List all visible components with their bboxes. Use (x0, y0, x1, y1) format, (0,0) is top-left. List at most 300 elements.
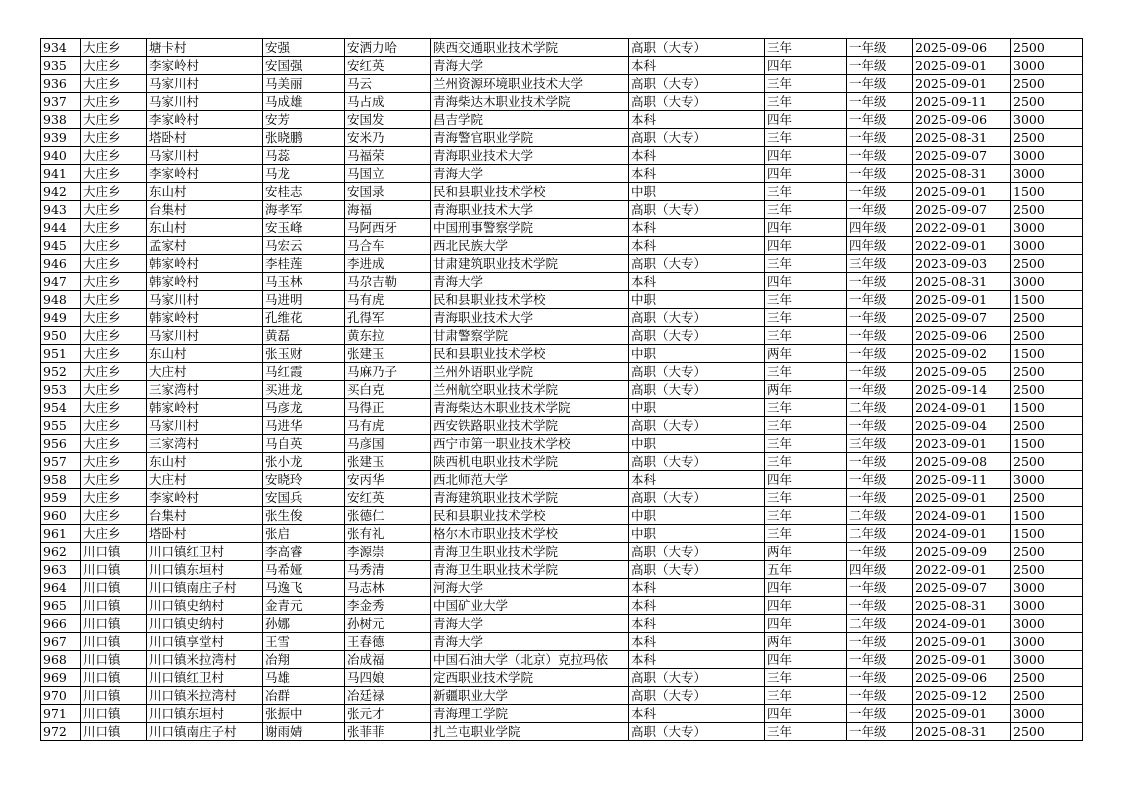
table-row (41, 561, 1083, 579)
guardian-name-cell: 王春德 (345, 633, 431, 651)
school-cell: 民和县职业技术学校 (431, 345, 629, 363)
grade-cell: 一年级 (847, 579, 913, 597)
school-cell: 西北师范大学 (431, 471, 629, 489)
enrollment-date-cell: 2025-09-01 (913, 75, 1011, 93)
row-number-cell: 972 (41, 723, 81, 741)
village-cell: 马家川村 (147, 291, 263, 309)
school-cell: 青海警官职业学院 (431, 129, 629, 147)
enrollment-date-cell: 2025-09-07 (913, 201, 1011, 219)
education-level-cell: 高职（大专） (629, 417, 765, 435)
grade-cell: 一年级 (847, 633, 913, 651)
education-level-cell: 本科 (629, 633, 765, 651)
student-name-cell: 李桂莲 (263, 255, 345, 273)
education-level-cell: 高职（大专） (629, 39, 765, 57)
table-row (41, 651, 1083, 669)
enrollment-date-cell: 2025-09-12 (913, 687, 1011, 705)
education-level-cell: 高职（大专） (629, 543, 765, 561)
enrollment-date-cell: 2025-09-01 (913, 183, 1011, 201)
table-row (41, 75, 1083, 93)
village-cell: 川口镇史纳村 (147, 597, 263, 615)
duration-cell: 三年 (765, 309, 847, 327)
grade-cell: 一年级 (847, 309, 913, 327)
education-level-cell: 高职（大专） (629, 723, 765, 741)
guardian-name-cell: 马秀清 (345, 561, 431, 579)
amount-cell: 2500 (1011, 381, 1083, 399)
school-cell: 西宁市第一职业技术学校 (431, 435, 629, 453)
school-cell: 青海职业技术大学 (431, 309, 629, 327)
row-number-cell: 946 (41, 255, 81, 273)
duration-cell: 两年 (765, 345, 847, 363)
grade-cell: 一年级 (847, 543, 913, 561)
guardian-name-cell: 安丙华 (345, 471, 431, 489)
table-row (41, 669, 1083, 687)
row-number-cell: 960 (41, 507, 81, 525)
student-name-cell: 马彦龙 (263, 399, 345, 417)
township-cell: 大庄乡 (81, 507, 147, 525)
education-level-cell: 高职（大专） (629, 561, 765, 579)
grade-cell: 一年级 (847, 651, 913, 669)
township-cell: 大庄乡 (81, 111, 147, 129)
village-cell: 马家川村 (147, 75, 263, 93)
township-cell: 大庄乡 (81, 183, 147, 201)
guardian-name-cell: 冶廷禄 (345, 687, 431, 705)
education-level-cell: 本科 (629, 579, 765, 597)
grade-cell: 二年级 (847, 525, 913, 543)
table-row (41, 345, 1083, 363)
duration-cell: 三年 (765, 489, 847, 507)
village-cell: 马家川村 (147, 147, 263, 165)
guardian-name-cell: 买白克 (345, 381, 431, 399)
village-cell: 塔卧村 (147, 525, 263, 543)
amount-cell: 2500 (1011, 543, 1083, 561)
student-name-cell: 王雪 (263, 633, 345, 651)
student-name-cell: 张启 (263, 525, 345, 543)
township-cell: 大庄乡 (81, 453, 147, 471)
guardian-name-cell: 张建玉 (345, 453, 431, 471)
student-name-cell: 马宏云 (263, 237, 345, 255)
duration-cell: 三年 (765, 93, 847, 111)
student-name-cell: 张晓鹏 (263, 129, 345, 147)
duration-cell: 三年 (765, 363, 847, 381)
enrollment-date-cell: 2025-08-31 (913, 129, 1011, 147)
school-cell: 西安铁路职业技术学院 (431, 417, 629, 435)
education-level-cell: 高职（大专） (629, 201, 765, 219)
township-cell: 大庄乡 (81, 147, 147, 165)
amount-cell: 3000 (1011, 705, 1083, 723)
row-number-cell: 941 (41, 165, 81, 183)
row-number-cell: 938 (41, 111, 81, 129)
table-row (41, 93, 1083, 111)
row-number-cell: 954 (41, 399, 81, 417)
guardian-name-cell: 马有虎 (345, 417, 431, 435)
education-level-cell: 本科 (629, 219, 765, 237)
table-row (41, 309, 1083, 327)
student-name-cell: 黄磊 (263, 327, 345, 345)
student-name-cell: 安国兵 (263, 489, 345, 507)
table-row (41, 525, 1083, 543)
grade-cell: 四年级 (847, 219, 913, 237)
row-number-cell: 934 (41, 39, 81, 57)
township-cell: 大庄乡 (81, 345, 147, 363)
student-name-cell: 马红霞 (263, 363, 345, 381)
duration-cell: 三年 (765, 39, 847, 57)
school-cell: 青海柴达木职业技术学院 (431, 93, 629, 111)
amount-cell: 2500 (1011, 93, 1083, 111)
amount-cell: 2500 (1011, 723, 1083, 741)
guardian-name-cell: 马有虎 (345, 291, 431, 309)
enrollment-date-cell: 2025-08-31 (913, 597, 1011, 615)
village-cell: 台集村 (147, 507, 263, 525)
row-number-cell: 949 (41, 309, 81, 327)
school-cell: 陕西交通职业技术学院 (431, 39, 629, 57)
township-cell: 大庄乡 (81, 435, 147, 453)
grade-cell: 一年级 (847, 723, 913, 741)
village-cell: 马家川村 (147, 93, 263, 111)
grade-cell: 一年级 (847, 597, 913, 615)
student-name-cell: 安玉峰 (263, 219, 345, 237)
row-number-cell: 963 (41, 561, 81, 579)
duration-cell: 四年 (765, 579, 847, 597)
education-level-cell: 本科 (629, 597, 765, 615)
education-level-cell: 中职 (629, 345, 765, 363)
student-name-cell: 安芳 (263, 111, 345, 129)
duration-cell: 三年 (765, 255, 847, 273)
school-cell: 兰州外语职业学院 (431, 363, 629, 381)
row-number-cell: 935 (41, 57, 81, 75)
row-number-cell: 965 (41, 597, 81, 615)
enrollment-date-cell: 2025-09-01 (913, 489, 1011, 507)
row-number-cell: 944 (41, 219, 81, 237)
grade-cell: 一年级 (847, 363, 913, 381)
guardian-name-cell: 黄东拉 (345, 327, 431, 345)
enrollment-date-cell: 2025-09-14 (913, 381, 1011, 399)
village-cell: 李家岭村 (147, 165, 263, 183)
table-row (41, 417, 1083, 435)
row-number-cell: 945 (41, 237, 81, 255)
township-cell: 大庄乡 (81, 165, 147, 183)
enrollment-date-cell: 2025-09-09 (913, 543, 1011, 561)
guardian-name-cell: 张有礼 (345, 525, 431, 543)
school-cell: 昌吉学院 (431, 111, 629, 129)
student-name-cell: 马雄 (263, 669, 345, 687)
school-cell: 格尔木市职业技术学校 (431, 525, 629, 543)
row-number-cell: 952 (41, 363, 81, 381)
village-cell: 三家湾村 (147, 435, 263, 453)
village-cell: 塔卧村 (147, 129, 263, 147)
enrollment-date-cell: 2025-09-01 (913, 57, 1011, 75)
row-number-cell: 962 (41, 543, 81, 561)
guardian-name-cell: 孔得军 (345, 309, 431, 327)
student-name-cell: 张玉财 (263, 345, 345, 363)
duration-cell: 三年 (765, 525, 847, 543)
village-cell: 韩家岭村 (147, 255, 263, 273)
education-level-cell: 高职（大专） (629, 453, 765, 471)
school-cell: 青海卫生职业技术学院 (431, 561, 629, 579)
amount-cell: 1500 (1011, 345, 1083, 363)
township-cell: 川口镇 (81, 633, 147, 651)
township-cell: 大庄乡 (81, 327, 147, 345)
school-cell: 定西职业技术学院 (431, 669, 629, 687)
school-cell: 河海大学 (431, 579, 629, 597)
enrollment-date-cell: 2025-08-31 (913, 273, 1011, 291)
amount-cell: 2500 (1011, 129, 1083, 147)
guardian-name-cell: 马四娘 (345, 669, 431, 687)
duration-cell: 四年 (765, 57, 847, 75)
amount-cell: 3000 (1011, 165, 1083, 183)
table-row (41, 579, 1083, 597)
education-level-cell: 中职 (629, 525, 765, 543)
student-name-cell: 马自英 (263, 435, 345, 453)
duration-cell: 三年 (765, 507, 847, 525)
student-name-cell: 张振中 (263, 705, 345, 723)
duration-cell: 三年 (765, 399, 847, 417)
table-row (41, 453, 1083, 471)
education-level-cell: 本科 (629, 705, 765, 723)
grade-cell: 一年级 (847, 75, 913, 93)
enrollment-date-cell: 2024-09-01 (913, 399, 1011, 417)
grade-cell: 一年级 (847, 489, 913, 507)
amount-cell: 2500 (1011, 417, 1083, 435)
township-cell: 川口镇 (81, 669, 147, 687)
student-name-cell: 马玉林 (263, 273, 345, 291)
amount-cell: 2500 (1011, 453, 1083, 471)
village-cell: 川口镇东垣村 (147, 561, 263, 579)
amount-cell: 2500 (1011, 489, 1083, 507)
student-name-cell: 李高睿 (263, 543, 345, 561)
student-name-cell: 买进龙 (263, 381, 345, 399)
table-row (41, 201, 1083, 219)
table-row (41, 705, 1083, 723)
grade-cell: 二年级 (847, 399, 913, 417)
guardian-name-cell: 安米乃 (345, 129, 431, 147)
amount-cell: 3000 (1011, 57, 1083, 75)
student-aid-table (40, 38, 1083, 741)
duration-cell: 四年 (765, 111, 847, 129)
education-level-cell: 本科 (629, 57, 765, 75)
township-cell: 大庄乡 (81, 201, 147, 219)
school-cell: 民和县职业技术学校 (431, 183, 629, 201)
row-number-cell: 948 (41, 291, 81, 309)
village-cell: 川口镇南庄子村 (147, 723, 263, 741)
duration-cell: 两年 (765, 633, 847, 651)
table-row (41, 39, 1083, 57)
enrollment-date-cell: 2023-09-03 (913, 255, 1011, 273)
grade-cell: 二年级 (847, 615, 913, 633)
village-cell: 川口镇南庄子村 (147, 579, 263, 597)
grade-cell: 一年级 (847, 291, 913, 309)
grade-cell: 一年级 (847, 111, 913, 129)
school-cell: 民和县职业技术学校 (431, 507, 629, 525)
guardian-name-cell: 张建玉 (345, 345, 431, 363)
enrollment-date-cell: 2022-09-01 (913, 561, 1011, 579)
education-level-cell: 高职（大专） (629, 381, 765, 399)
grade-cell: 一年级 (847, 201, 913, 219)
amount-cell: 3000 (1011, 615, 1083, 633)
township-cell: 大庄乡 (81, 93, 147, 111)
education-level-cell: 高职（大专） (629, 93, 765, 111)
education-level-cell: 本科 (629, 165, 765, 183)
village-cell: 马家川村 (147, 327, 263, 345)
amount-cell: 3000 (1011, 111, 1083, 129)
table-row (41, 165, 1083, 183)
education-level-cell: 高职（大专） (629, 363, 765, 381)
grade-cell: 一年级 (847, 705, 913, 723)
village-cell: 川口镇红卫村 (147, 669, 263, 687)
duration-cell: 四年 (765, 615, 847, 633)
education-level-cell: 中职 (629, 183, 765, 201)
duration-cell: 两年 (765, 381, 847, 399)
table-row (41, 129, 1083, 147)
row-number-cell: 966 (41, 615, 81, 633)
duration-cell: 四年 (765, 273, 847, 291)
village-cell: 东山村 (147, 183, 263, 201)
row-number-cell: 947 (41, 273, 81, 291)
village-cell: 李家岭村 (147, 489, 263, 507)
student-name-cell: 马希娅 (263, 561, 345, 579)
row-number-cell: 958 (41, 471, 81, 489)
guardian-name-cell: 马占成 (345, 93, 431, 111)
school-cell: 民和县职业技术学校 (431, 291, 629, 309)
amount-cell: 3000 (1011, 219, 1083, 237)
village-cell: 塘卡村 (147, 39, 263, 57)
amount-cell: 1500 (1011, 507, 1083, 525)
township-cell: 大庄乡 (81, 399, 147, 417)
amount-cell: 2500 (1011, 309, 1083, 327)
enrollment-date-cell: 2024-09-01 (913, 507, 1011, 525)
education-level-cell: 本科 (629, 111, 765, 129)
row-number-cell: 950 (41, 327, 81, 345)
education-level-cell: 高职（大专） (629, 669, 765, 687)
village-cell: 孟家村 (147, 237, 263, 255)
student-name-cell: 安强 (263, 39, 345, 57)
duration-cell: 四年 (765, 597, 847, 615)
village-cell: 台集村 (147, 201, 263, 219)
row-number-cell: 942 (41, 183, 81, 201)
table-row (41, 273, 1083, 291)
education-level-cell: 本科 (629, 273, 765, 291)
student-name-cell: 谢雨婧 (263, 723, 345, 741)
school-cell: 中国刑事警察学院 (431, 219, 629, 237)
amount-cell: 3000 (1011, 237, 1083, 255)
township-cell: 大庄乡 (81, 57, 147, 75)
grade-cell: 一年级 (847, 669, 913, 687)
amount-cell: 3000 (1011, 273, 1083, 291)
guardian-name-cell: 张德仁 (345, 507, 431, 525)
guardian-name-cell: 马国立 (345, 165, 431, 183)
enrollment-date-cell: 2022-09-01 (913, 237, 1011, 255)
grade-cell: 一年级 (847, 381, 913, 399)
enrollment-date-cell: 2025-09-06 (913, 111, 1011, 129)
table-row (41, 471, 1083, 489)
education-level-cell: 高职（大专） (629, 327, 765, 345)
row-number-cell: 969 (41, 669, 81, 687)
table-row (41, 597, 1083, 615)
row-number-cell: 957 (41, 453, 81, 471)
student-name-cell: 金青元 (263, 597, 345, 615)
township-cell: 大庄乡 (81, 417, 147, 435)
amount-cell: 3000 (1011, 471, 1083, 489)
duration-cell: 四年 (765, 237, 847, 255)
duration-cell: 四年 (765, 165, 847, 183)
duration-cell: 三年 (765, 201, 847, 219)
grade-cell: 一年级 (847, 165, 913, 183)
amount-cell: 2500 (1011, 255, 1083, 273)
education-level-cell: 高职（大专） (629, 255, 765, 273)
table-body (41, 39, 1083, 741)
table-row (41, 219, 1083, 237)
duration-cell: 五年 (765, 561, 847, 579)
school-cell: 青海大学 (431, 57, 629, 75)
enrollment-date-cell: 2025-09-01 (913, 291, 1011, 309)
village-cell: 韩家岭村 (147, 309, 263, 327)
table-row (41, 183, 1083, 201)
row-number-cell: 943 (41, 201, 81, 219)
amount-cell: 2500 (1011, 363, 1083, 381)
township-cell: 川口镇 (81, 543, 147, 561)
township-cell: 大庄乡 (81, 39, 147, 57)
student-name-cell: 冶翔 (263, 651, 345, 669)
township-cell: 大庄乡 (81, 129, 147, 147)
village-cell: 川口镇东垣村 (147, 705, 263, 723)
grade-cell: 一年级 (847, 39, 913, 57)
row-number-cell: 951 (41, 345, 81, 363)
amount-cell: 3000 (1011, 147, 1083, 165)
amount-cell: 2500 (1011, 201, 1083, 219)
duration-cell: 四年 (765, 219, 847, 237)
guardian-name-cell: 安红英 (345, 489, 431, 507)
township-cell: 川口镇 (81, 687, 147, 705)
township-cell: 大庄乡 (81, 273, 147, 291)
student-name-cell: 安国强 (263, 57, 345, 75)
enrollment-date-cell: 2023-09-01 (913, 435, 1011, 453)
school-cell: 青海职业技术大学 (431, 201, 629, 219)
student-name-cell: 安桂志 (263, 183, 345, 201)
guardian-name-cell: 马合车 (345, 237, 431, 255)
table-row (41, 147, 1083, 165)
student-name-cell: 马龙 (263, 165, 345, 183)
table-row (41, 237, 1083, 255)
school-cell: 兰州资源环境职业技术大学 (431, 75, 629, 93)
enrollment-date-cell: 2025-09-01 (913, 705, 1011, 723)
township-cell: 川口镇 (81, 723, 147, 741)
school-cell: 青海职业技术大学 (431, 147, 629, 165)
village-cell: 东山村 (147, 219, 263, 237)
enrollment-date-cell: 2025-09-01 (913, 633, 1011, 651)
student-name-cell: 张生俊 (263, 507, 345, 525)
grade-cell: 三年级 (847, 255, 913, 273)
education-level-cell: 高职（大专） (629, 309, 765, 327)
education-level-cell: 高职（大专） (629, 75, 765, 93)
guardian-name-cell: 李金秀 (345, 597, 431, 615)
enrollment-date-cell: 2025-09-06 (913, 327, 1011, 345)
village-cell: 川口镇史纳村 (147, 615, 263, 633)
education-level-cell: 中职 (629, 435, 765, 453)
township-cell: 大庄乡 (81, 525, 147, 543)
student-name-cell: 冶群 (263, 687, 345, 705)
duration-cell: 三年 (765, 669, 847, 687)
township-cell: 大庄乡 (81, 75, 147, 93)
row-number-cell: 959 (41, 489, 81, 507)
table-row (41, 381, 1083, 399)
grade-cell: 二年级 (847, 507, 913, 525)
enrollment-date-cell: 2024-09-01 (913, 525, 1011, 543)
duration-cell: 三年 (765, 687, 847, 705)
enrollment-date-cell: 2025-09-07 (913, 579, 1011, 597)
amount-cell: 1500 (1011, 435, 1083, 453)
guardian-name-cell: 海福 (345, 201, 431, 219)
village-cell: 李家岭村 (147, 57, 263, 75)
table-row (41, 255, 1083, 273)
